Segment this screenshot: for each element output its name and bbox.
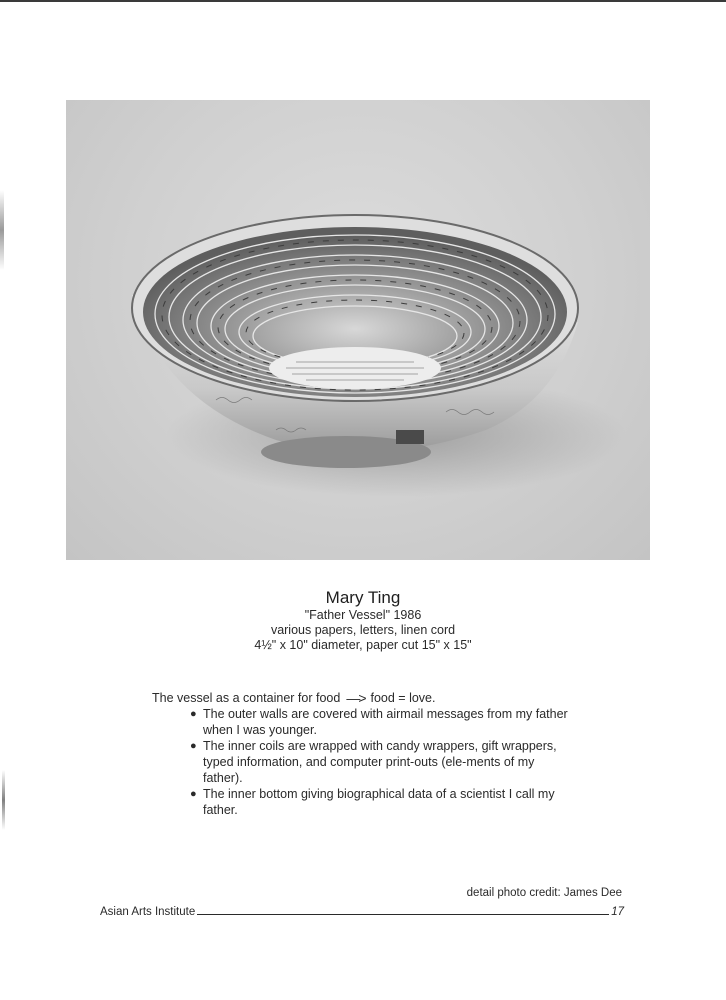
page-number: 17 xyxy=(611,906,624,918)
bullet-icon: ● xyxy=(190,788,197,800)
footer-rule xyxy=(197,913,609,915)
arrow-icon: —> xyxy=(346,690,365,706)
artwork-title: "Father Vessel" 1986 xyxy=(304,608,422,622)
bullet-icon: ● xyxy=(190,708,197,720)
artist-statement xyxy=(152,690,572,818)
artist-name: Mary Ting xyxy=(325,588,401,607)
intro-equation: food = love. xyxy=(370,691,436,705)
artwork-materials: various papers, letters, linen cord xyxy=(270,623,456,637)
statement-notes xyxy=(152,706,572,818)
bullet-icon: ● xyxy=(190,740,197,752)
list-item xyxy=(190,706,572,738)
airmail-stamp xyxy=(396,430,424,444)
list-item xyxy=(190,786,572,818)
photo-credit: detail photo credit: James Dee xyxy=(466,887,622,899)
scan-edge-mark xyxy=(0,190,4,270)
coiled-paper-bowl-illustration xyxy=(66,100,650,560)
note-text: The inner bottom giving biographical data of a scientist I call my father. xyxy=(203,787,555,817)
top-rule xyxy=(0,0,726,2)
note-text: The inner coils are wrapped with candy wrappers, gift wrappers, typed information, and computer print-outs (ele-ments of my father). xyxy=(203,739,557,785)
publisher-name: Asian Arts Institute xyxy=(100,906,196,918)
list-item xyxy=(190,738,572,786)
scan-edge-mark xyxy=(2,770,5,830)
artwork-dimensions: 4½" x 10" diameter, paper cut 15" x 15" xyxy=(254,638,472,652)
note-text: The outer walls are covered with airmail messages from my father when I was younger. xyxy=(203,707,568,737)
intro-text: The vessel as a container for food xyxy=(152,691,341,705)
statement-intro xyxy=(152,690,572,706)
bowl-photograph xyxy=(66,100,650,560)
page-footer xyxy=(100,906,624,918)
